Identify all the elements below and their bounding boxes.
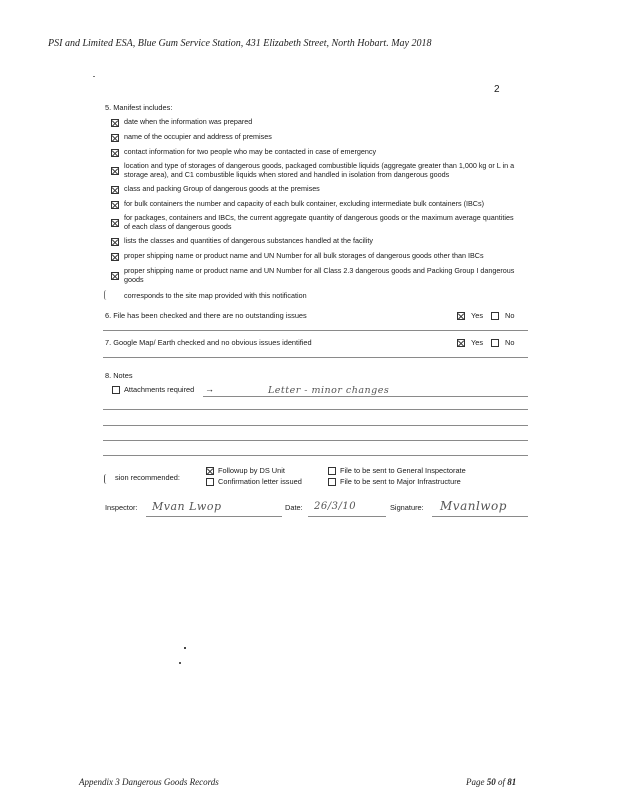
inspector-line xyxy=(146,516,282,517)
manifest-item-11: corresponds to the site map provided with this notification xyxy=(124,291,307,300)
manifest-checkbox-5[interactable] xyxy=(111,186,119,194)
followup-label: Followup by DS Unit xyxy=(218,466,285,475)
section6-no-label: No xyxy=(505,311,515,320)
section7-yes-label: Yes xyxy=(471,338,484,347)
section6-yes-checkbox[interactable] xyxy=(457,312,465,320)
inspector-value: Mvan Lwop xyxy=(152,500,222,513)
notes-handwritten: Letter - minor changes xyxy=(268,385,390,396)
scan-speck xyxy=(179,662,181,664)
manifest-heading: 5. Manifest includes: xyxy=(105,103,173,112)
attachments-checkbox[interactable] xyxy=(112,386,120,394)
section7-no-label: No xyxy=(505,338,515,347)
footer-left: Appendix 3 Dangerous Goods Records xyxy=(79,777,219,787)
manifest-checkbox-2[interactable] xyxy=(111,134,119,142)
signature-value: Mvanlwop xyxy=(440,499,507,513)
major-infrastructure-checkbox[interactable] xyxy=(328,478,336,486)
footer-page-of: of xyxy=(495,777,508,787)
manifest-item-7: for packages, containers and IBCs, the current aggregate quantity of dangerous goods or the maximum average quantities xyxy=(124,213,514,222)
manifest-checkbox-3[interactable] xyxy=(111,149,119,157)
manifest-item-6: for bulk containers the number and capacity of each bulk container, excluding intermediate bulk containers (IBCs) xyxy=(124,199,484,208)
scan-page-number: 2 xyxy=(494,84,500,95)
manifest-checkbox-7[interactable] xyxy=(111,219,119,227)
manifest-checkbox-8[interactable] xyxy=(111,238,119,246)
scan-speck xyxy=(184,647,186,649)
manifest-checkbox-10[interactable] xyxy=(111,272,119,280)
attachments-label: Attachments required xyxy=(124,385,195,394)
report-header: PSI and Limited ESA, Blue Gum Service Station, 431 Elizabeth Street, North Hobart. May 2018 xyxy=(48,38,432,49)
date-value: 26/3/10 xyxy=(314,501,357,512)
section6-no-checkbox[interactable] xyxy=(491,312,499,320)
scan-speck xyxy=(93,76,95,77)
manifest-item-4-cont: storage area), and C1 combustible liquids when stored and handled in isolation from dangerous goods xyxy=(124,170,450,179)
followup-checkbox[interactable] xyxy=(206,467,214,475)
confirmation-label: Confirmation letter issued xyxy=(218,477,302,486)
notes-line xyxy=(103,440,528,441)
manifest-item-1: date when the information was prepared xyxy=(124,117,253,126)
manifest-item-7-cont: of each class of dangerous goods xyxy=(124,222,232,231)
arrow-icon: → xyxy=(205,384,214,394)
manifest-item-10: proper shipping name or product name and UN Number for all Class 2.3 dangerous goods and Packing Group I dangerous xyxy=(124,266,515,275)
manifest-item-8: lists the classes and quantities of dangerous substances handled at the facility xyxy=(124,236,373,245)
section7-label: 7. Google Map/ Earth checked and no obvious issues identified xyxy=(105,338,312,347)
notes-line xyxy=(203,396,528,397)
manifest-checkbox-9[interactable] xyxy=(111,253,119,261)
notes-heading: 8. Notes xyxy=(105,371,133,380)
notes-line xyxy=(103,455,528,456)
section7-no-checkbox[interactable] xyxy=(491,339,499,347)
signature-line xyxy=(432,516,528,517)
notes-line xyxy=(103,425,528,426)
footer-page xyxy=(466,777,516,787)
scan-mark xyxy=(104,290,109,300)
major-infrastructure-label: File to be sent to Major Infrastructure xyxy=(340,477,461,486)
confirmation-checkbox[interactable] xyxy=(206,478,214,486)
signature-label: Signature: xyxy=(390,503,424,512)
section7-yes-checkbox[interactable] xyxy=(457,339,465,347)
recommendation-label: sion recommended: xyxy=(115,473,180,482)
footer-page-total: 81 xyxy=(507,777,517,787)
divider xyxy=(103,357,528,358)
footer-page-current: 50 xyxy=(486,777,496,787)
manifest-item-9: proper shipping name or product name and UN Number for all bulk storages of dangerous goods other than IBCs xyxy=(124,251,484,260)
scan-mark xyxy=(104,474,109,484)
manifest-item-4: location and type of storages of dangerous goods, packaged combustible liquids (aggregate greater than 1,000 kg or L in a xyxy=(124,161,515,170)
date-line xyxy=(308,516,386,517)
divider xyxy=(103,330,528,331)
notes-line xyxy=(103,409,528,410)
manifest-checkbox-6[interactable] xyxy=(111,201,119,209)
manifest-item-3: contact information for two people who may be contacted in case of emergency xyxy=(124,147,377,156)
section6-label: 6. File has been checked and there are no outstanding issues xyxy=(105,311,307,320)
manifest-checkbox-1[interactable] xyxy=(111,119,119,127)
section6-yes-label: Yes xyxy=(471,311,484,320)
general-inspectorate-label: File to be sent to General Inspectorate xyxy=(340,466,466,475)
general-inspectorate-checkbox[interactable] xyxy=(328,467,336,475)
footer-page-prefix: Page xyxy=(466,777,487,787)
manifest-checkbox-4[interactable] xyxy=(111,167,119,175)
manifest-item-2: name of the occupier and address of premises xyxy=(124,132,272,141)
inspector-label: Inspector: xyxy=(105,503,138,512)
date-label: Date: xyxy=(285,503,303,512)
manifest-item-5: class and packing Group of dangerous goods at the premises xyxy=(124,184,320,193)
manifest-item-10-cont: goods xyxy=(124,275,144,284)
